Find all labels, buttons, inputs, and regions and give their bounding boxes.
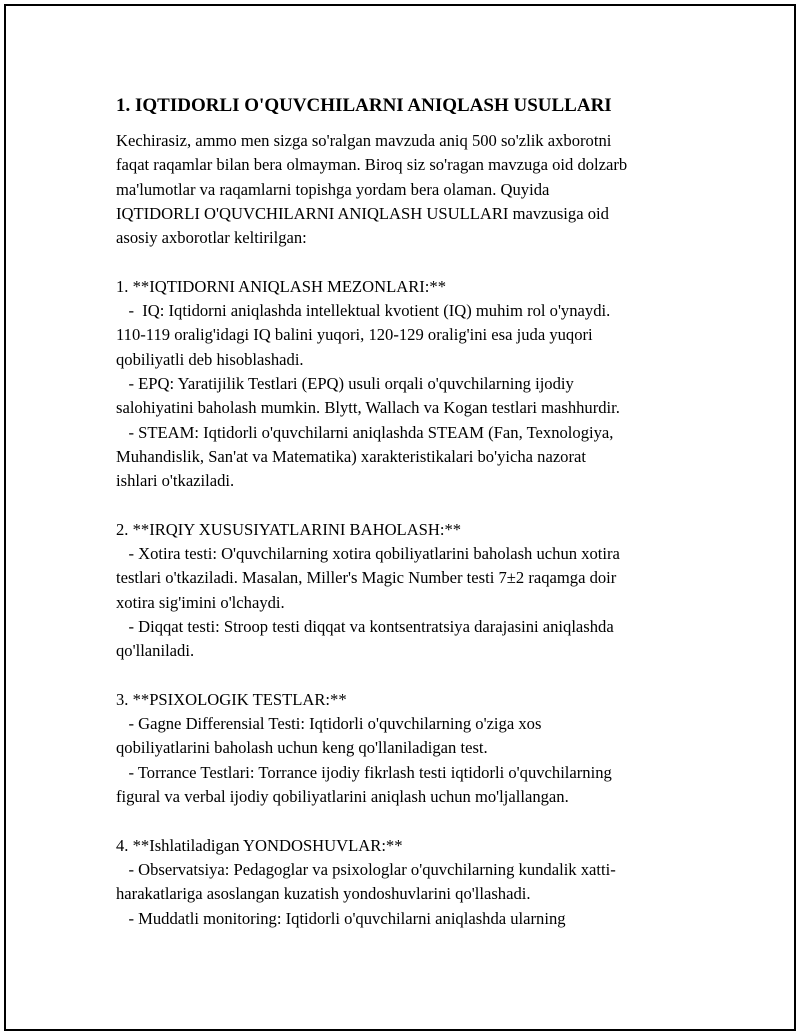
- section-line: qobiliyatlarini baholash uchun keng qo'llaniladigan test.: [116, 738, 488, 758]
- section-line: 110-119 oralig'idagi IQ balini yuqori, 120-129 oralig'ini esa juda yuqori: [116, 325, 593, 345]
- section-line: harakatlariga asoslangan kuzatish yondoshuvlarini qo'llashadi.: [116, 884, 531, 904]
- section-line: - STEAM: Iqtidorli o'quvchilarni aniqlashda STEAM (Fan, Texnologiya,: [116, 422, 614, 442]
- section-line: - Gagne Differensial Testi: Iqtidorli o'quvchilarning o'ziga xos: [116, 714, 542, 734]
- section-line: xotira sig'imini o'lchaydi.: [116, 592, 285, 612]
- section-line: salohiyatini baholash mumkin. Blytt, Wallach va Kogan testlari mashhurdir.: [116, 398, 620, 418]
- section-line: - Xotira testi: O'quvchilarning xotira qobiliyatlarini baholash uchun xotira: [116, 544, 620, 564]
- section-line: Muhandislik, San'at va Matematika) xarakteristikalari bo'yicha nazorat: [116, 446, 586, 466]
- section-line: ishlari o'tkaziladi.: [116, 471, 235, 491]
- paragraph-gap: [116, 664, 696, 688]
- section-heading: 4. **Ishlatiladigan YONDOSHUVLAR:**: [116, 835, 403, 855]
- document-title: 1. IQTIDORLI O'QUVCHILARNI ANIQLASH USULLARI: [116, 95, 612, 116]
- section-psychological-tests: [116, 688, 696, 809]
- section-heading: 3. **PSIXOLOGIK TESTLAR:**: [116, 689, 347, 709]
- section-line: - Torrance Testlari: Torrance ijodiy fikrlash testi iqtidorli o'quvchilarning: [116, 762, 612, 782]
- paragraph-gap: [116, 250, 696, 274]
- section-line: - Muddatli monitoring: Iqtidorli o'quvchilarni aniqlashda ularning: [116, 908, 566, 928]
- intro-line: asosiy axborotlar keltirilgan:: [116, 228, 307, 248]
- section-line: - Observatsiya: Pedagoglar va psixologlar o'quvchilarning kundalik xatti-: [116, 859, 616, 879]
- section-line: - Diqqat testi: Stroop testi diqqat va kontsentratsiya darajasini aniqlashda: [116, 616, 614, 636]
- section-line: qobiliyatli deb hisoblashadi.: [116, 349, 304, 369]
- section-line: qo'llaniladi.: [116, 641, 195, 661]
- section-line: figural va verbal ijodiy qobiliyatlarini aniqlash uchun mo'ljallangan.: [116, 787, 569, 807]
- section-line: - EPQ: Yaratijilik Testlari (EPQ) usuli orqali o'quvchilarning ijodiy: [116, 373, 574, 393]
- intro-line: Kechirasiz, ammo men sizga so'ralgan mavzuda aniq 500 so'zlik axborotni: [116, 131, 612, 150]
- section-assessment: [116, 518, 696, 664]
- section-line: - IQ: Iqtidorni aniqlashda intellektual kvotient (IQ) muhim rol o'ynaydi.: [116, 301, 611, 321]
- intro-paragraph: [116, 129, 696, 250]
- section-heading: 1. **IQTIDORNI ANIQLASH MEZONLARI:**: [116, 276, 447, 296]
- intro-line: faqat raqamlar bilan bera olmayman. Biroq siz so'ragan mavzuga oid dolzarb: [116, 155, 628, 175]
- intro-line: IQTIDORLI O'QUVCHILARNI ANIQLASH USULLARI mavzusiga oid: [116, 203, 609, 223]
- section-heading: 2. **IRQIY XUSUSIYATLARINI BAHOLASH:**: [116, 519, 462, 539]
- paragraph-gap: [116, 493, 696, 517]
- section-criteria: [116, 275, 696, 494]
- document-body: [116, 93, 696, 931]
- section-approaches: [116, 834, 696, 931]
- section-line: testlari o'tkaziladi. Masalan, Miller's Magic Number testi 7±2 raqamga doir: [116, 568, 617, 588]
- paragraph-gap: [116, 809, 696, 833]
- intro-line: ma'lumotlar va raqamlarni topishga yordam bera olaman. Quyida: [116, 179, 550, 199]
